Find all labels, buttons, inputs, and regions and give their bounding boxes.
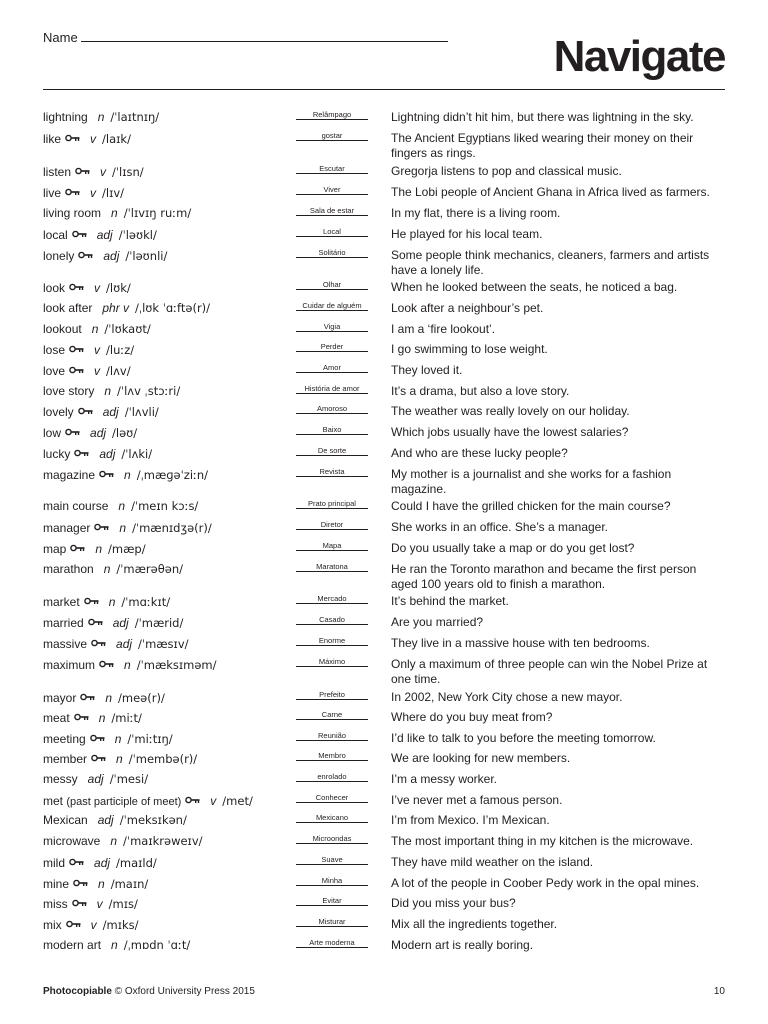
translation: enrolado [296,772,368,782]
headword-line [43,499,198,514]
headword: lucky [43,447,71,461]
headword: listen [43,165,72,179]
part-of-speech: adj [90,426,107,440]
part-of-speech: n [114,732,122,746]
headword: low [43,426,62,440]
pronunciation: /lʊk/ [106,281,131,295]
headword: meeting [43,732,86,746]
headword-line [43,793,253,810]
headword: lightning [43,110,88,124]
headword-line [43,855,157,871]
headword: mix [43,918,62,932]
key-icon [80,690,95,698]
headword: lovely [43,405,74,419]
translation: Escutar [296,164,368,174]
pronunciation: /meə(r)/ [118,691,165,705]
headword-line [43,751,197,767]
example-sentence: And who are these lucky people? [391,446,568,460]
pronunciation: /luːz/ [106,343,135,357]
translation: Baixo [296,425,368,435]
headword: like [43,132,62,146]
headword: live [43,186,62,200]
key-icon [99,467,114,475]
key-icon [185,793,200,801]
translation: Amoroso [296,404,368,414]
part-of-speech: v [94,281,101,295]
pronunciation: /ˈmɑːkɪt/ [121,595,171,609]
headword-line [43,917,139,933]
translation: Cuidar de alguém [296,301,368,311]
translation: Viver [296,185,368,195]
key-icon [91,636,106,644]
key-icon [74,446,89,454]
headword-line [43,425,137,441]
pronunciation: /ˈlʌv ˌstɔːri/ [117,384,181,398]
translation: gostar [296,131,368,141]
headword-line [43,342,134,358]
pronunciation: /ˈmæsɪv/ [138,637,189,651]
headword: marathon [43,562,94,576]
headword: manager [43,521,91,535]
example-sentence: Only a maximum of three people can win the Nobel Prize at one time. [391,657,708,686]
headword: maximum [43,658,96,672]
pronunciation: /ˈlaɪtnɪŋ/ [110,110,160,124]
key-icon [75,164,90,172]
headword-line [43,938,190,953]
translation: Perder [296,342,368,352]
example-sentence: The Lobi people of Ancient Ghana in Africa lived as farmers. [391,185,710,199]
part-of-speech: v [94,343,101,357]
pronunciation: /ləʊ/ [112,426,138,440]
translation: Prefeito [296,690,368,700]
headword: meat [43,711,70,725]
headword: married [43,616,84,630]
footer-copyright: © Oxford University Press 2015 [114,986,255,997]
key-icon [72,227,87,235]
headword: look after [43,301,93,315]
headword-line [43,615,183,631]
part-of-speech: v [94,364,101,378]
pronunciation: /ˈləʊkl/ [118,228,157,242]
part-of-speech: adj [96,228,113,242]
example-sentence: Mix all the ingredients together. [391,917,558,931]
part-of-speech: adj [87,772,104,786]
headword: love [43,364,66,378]
headword-line [43,772,148,787]
part-of-speech: n [97,110,105,124]
translation: Local [296,227,368,237]
headword-line [43,731,173,747]
part-of-speech: v [90,918,97,932]
headword-line [43,446,152,462]
part-of-speech: n [124,658,131,672]
headword: market [43,595,80,609]
example-sentence: A lot of the people in Coober Pedy work in the opal mines. [391,876,700,890]
key-icon [78,404,93,412]
headword-line [43,404,159,420]
part-of-speech: adj [103,249,120,263]
translation: Revista [296,467,368,477]
headword-line [43,876,148,892]
translation: Evitar [296,896,368,906]
example-sentence: In my flat, there is a living room. [391,206,561,220]
pronunciation: /mæp/ [108,542,146,556]
headword: microwave [43,834,101,848]
pronunciation: /ˈlɪvɪŋ ruːm/ [123,206,192,220]
headword: main course [43,499,109,513]
headword: local [43,228,68,242]
example-sentence: Do you usually take a map or do you get lost? [391,541,635,555]
example-sentence: I’m from Mexico. I’m Mexican. [391,813,550,827]
part-of-speech: adj [116,637,133,651]
headword: love story [43,384,95,398]
headword: miss [43,897,68,911]
headword: look [43,281,66,295]
part-of-speech: n [103,562,111,576]
headword-line [43,690,165,706]
pronunciation: /met/ [222,794,253,808]
example-sentence: I am a ‘fire lookout’. [391,322,496,336]
part-of-speech: adj [112,616,129,630]
key-icon [70,541,85,549]
part-of-speech: n [116,752,123,766]
pronunciation: /laɪk/ [102,132,131,146]
example-sentence: They live in a massive house with ten bedrooms. [391,636,650,650]
pronunciation: /ˈlʌvli/ [124,405,159,419]
headword-line [43,301,210,316]
key-icon [91,751,106,759]
pronunciation: /ˈlɪsn/ [112,165,144,179]
part-of-speech: v [90,186,97,200]
headword-line [43,467,208,483]
part-of-speech: n [108,595,116,609]
translation: Membro [296,751,368,761]
pronunciation: /ˈmaɪkrəweɪv/ [123,834,203,848]
headword-line [43,110,159,125]
example-sentence: Modern art is really boring. [391,938,534,952]
part-of-speech: n [124,468,131,482]
translation: Mapa [296,541,368,551]
headword-line [43,710,142,726]
translation: Arte moderna [296,938,368,948]
pronunciation: /ˌlʊk ˈɑːftə(r)/ [135,301,211,315]
headword-line [43,562,183,577]
example-sentence: She works in an office. She’s a manager. [391,520,609,534]
translation: Relâmpago [296,110,368,120]
pronunciation: /ˈmiːtɪŋ/ [127,732,173,746]
example-sentence: I’d like to talk to you before the meeting tomorrow. [391,731,656,745]
pronunciation: /ˈləʊnli/ [125,249,168,263]
key-icon [73,876,88,884]
example-sentence: Are you married? [391,615,484,629]
example-sentence: When he looked between the seats, he noticed a bag. [391,280,678,294]
part-of-speech: n [98,877,105,891]
part-of-speech: n [95,542,103,556]
part-of-speech: n [111,938,118,952]
pronunciation: /miːt/ [111,711,142,725]
translation: Vigia [296,322,368,332]
example-sentence: In 2002, New York City chose a new mayor. [391,690,623,704]
part-of-speech: adj [94,856,111,870]
header-divider [43,89,725,90]
key-icon [65,131,80,139]
headword: massive [43,637,88,651]
headword-line [43,594,170,610]
translation: Mexicano [296,813,368,823]
part-of-speech: n [118,499,126,513]
translation: Minha [296,876,368,886]
page-number: 10 [713,986,725,997]
part-of-speech: v [90,132,97,146]
headword: mayor [43,691,77,705]
headword-line [43,636,189,652]
headword-line [43,834,203,849]
example-sentence: They have mild weather on the island. [391,855,594,869]
part-of-speech: v [210,794,217,808]
example-sentence: I go swimming to lose weight. [391,342,548,356]
example-sentence: It’s a drama, but also a love story. [391,384,570,398]
example-sentence: Where do you buy meat from? [391,710,553,724]
headword-line [43,131,131,147]
page-header [43,0,725,92]
headword-line [43,280,131,296]
example-sentence: Lightning didn’t hit him, but there was lightning in the sky. [391,110,694,124]
headword-line [43,384,180,399]
translation: Amor [296,363,368,373]
headword: modern art [43,938,102,952]
headword: lonely [43,249,75,263]
key-icon [69,280,84,288]
pronunciation: /ˈmesi/ [109,772,149,786]
pronunciation: /ˌmɒdn ˈɑːt/ [123,938,191,952]
translation: Conhecer [296,793,368,803]
headword-line [43,206,191,221]
headword: member [43,752,88,766]
key-icon [78,248,93,256]
pronunciation: /mɪks/ [102,918,139,932]
part-of-speech: n [111,206,118,220]
pronunciation: /maɪn/ [110,877,149,891]
translation: Sala de estar [296,206,368,216]
translation: Enorme [296,636,368,646]
part-of-speech: adj [97,813,114,827]
pronunciation: /ˈmeksɪkən/ [119,813,187,827]
example-sentence: He played for his local team. [391,227,543,241]
headword: met [43,794,64,808]
pronunciation: /maɪld/ [116,856,157,870]
translation: Microondas [296,834,368,844]
translation: Carne [296,710,368,720]
translation: Reunião [296,731,368,741]
example-sentence: It’s behind the market. [391,594,509,608]
example-sentence: The most important thing in my kitchen is the microwave. [391,834,694,848]
part-of-speech: n [105,691,113,705]
page-footer [43,986,725,997]
part-of-speech: phr v [102,301,130,315]
headword-note: (past participle of meet) [66,796,182,808]
key-icon [94,520,109,528]
headword: lookout [43,322,82,336]
headword: mine [43,877,70,891]
headword-line [43,322,151,337]
part-of-speech: adj [102,405,119,419]
part-of-speech: n [104,384,112,398]
translation: Suave [296,855,368,865]
key-icon [69,855,84,863]
part-of-speech: v [100,165,107,179]
part-of-speech: n [119,521,127,535]
example-sentence: Look after a neighbour’s pet. [391,301,544,315]
pronunciation: /ˈmærid/ [134,616,184,630]
example-sentence: I’m a messy worker. [391,772,498,786]
headword: messy [43,772,78,786]
example-sentence: My mother is a journalist and she works for a fashion magazine. [391,467,672,496]
translation: Solitário [296,248,368,258]
headword: living room [43,206,102,220]
headword: mild [43,856,66,870]
headword: magazine [43,468,96,482]
pronunciation: /lʌv/ [106,364,131,378]
pronunciation: /ˈmæksɪməm/ [136,658,217,672]
example-sentence: Some people think mechanics, cleaners, farmers and artists have a lonely life. [391,248,710,277]
translation: Prato principal [296,499,368,509]
headword-line [43,657,217,673]
headword: lose [43,343,66,357]
pronunciation: /ˈmembə(r)/ [128,752,198,766]
example-sentence: Did you miss your bus? [391,896,516,910]
translation: Casado [296,615,368,625]
part-of-speech: v [96,897,103,911]
key-icon [88,615,103,623]
headword-line [43,164,144,180]
headword: Mexican [43,813,88,827]
headword-line [43,185,124,201]
headword-line [43,813,187,828]
headword-line [43,896,138,912]
translation: Olhar [296,280,368,290]
translation: Maratona [296,562,368,572]
pronunciation: /ˈlʊkaʊt/ [104,322,151,336]
pronunciation: /ˈlʌki/ [121,447,153,461]
footer-photocopiable: Photocopiable [43,986,112,997]
headword-line [43,227,157,243]
headword-line [43,248,167,264]
example-sentence: They loved it. [391,363,463,377]
pronunciation: /ˈmeɪn kɔːs/ [131,499,199,513]
brand-title: Navigate [553,32,725,81]
headword-line [43,541,146,557]
translation: De sorte [296,446,368,456]
example-sentence: Which jobs usually have the lowest salaries? [391,425,629,439]
headword-line [43,363,131,379]
key-icon [65,425,80,433]
part-of-speech: n [91,322,99,336]
translation: Mercado [296,594,368,604]
translation: Misturar [296,917,368,927]
key-icon [90,731,105,739]
example-sentence: He ran the Toronto marathon and became the first person aged 100 years old to finish a marathon. [391,562,697,591]
example-sentence: Could I have the grilled chicken for the main course? [391,499,671,513]
key-icon [74,710,89,718]
name-field-line [81,41,448,42]
key-icon [72,896,87,904]
translation: História de amor [296,384,368,394]
example-sentence: We are looking for new members. [391,751,571,765]
headword: map [43,542,67,556]
pronunciation: /ˈmænɪdʒə(r)/ [132,521,212,535]
example-sentence: I’ve never met a famous person. [391,793,563,807]
key-icon [66,917,81,925]
part-of-speech: adj [99,447,116,461]
pronunciation: /mɪs/ [108,897,138,911]
pronunciation: /lɪv/ [102,186,125,200]
key-icon [69,342,84,350]
example-sentence: The weather was really lovely on our holiday. [391,404,630,418]
example-sentence: Gregorja listens to pop and classical music. [391,164,622,178]
pronunciation: /ˈmærəθən/ [116,562,183,576]
key-icon [69,363,84,371]
headword-line [43,520,212,536]
name-label: Name [43,30,78,45]
part-of-speech: n [98,711,106,725]
translation: Diretor [296,520,368,530]
part-of-speech: n [110,834,118,848]
example-sentence: The Ancient Egyptians liked wearing their money on their fingers as rings. [391,131,694,160]
key-icon [84,594,99,602]
translation: Máximo [296,657,368,667]
key-icon [99,657,114,665]
key-icon [65,185,80,193]
pronunciation: /ˌmæɡəˈziːn/ [136,468,209,482]
